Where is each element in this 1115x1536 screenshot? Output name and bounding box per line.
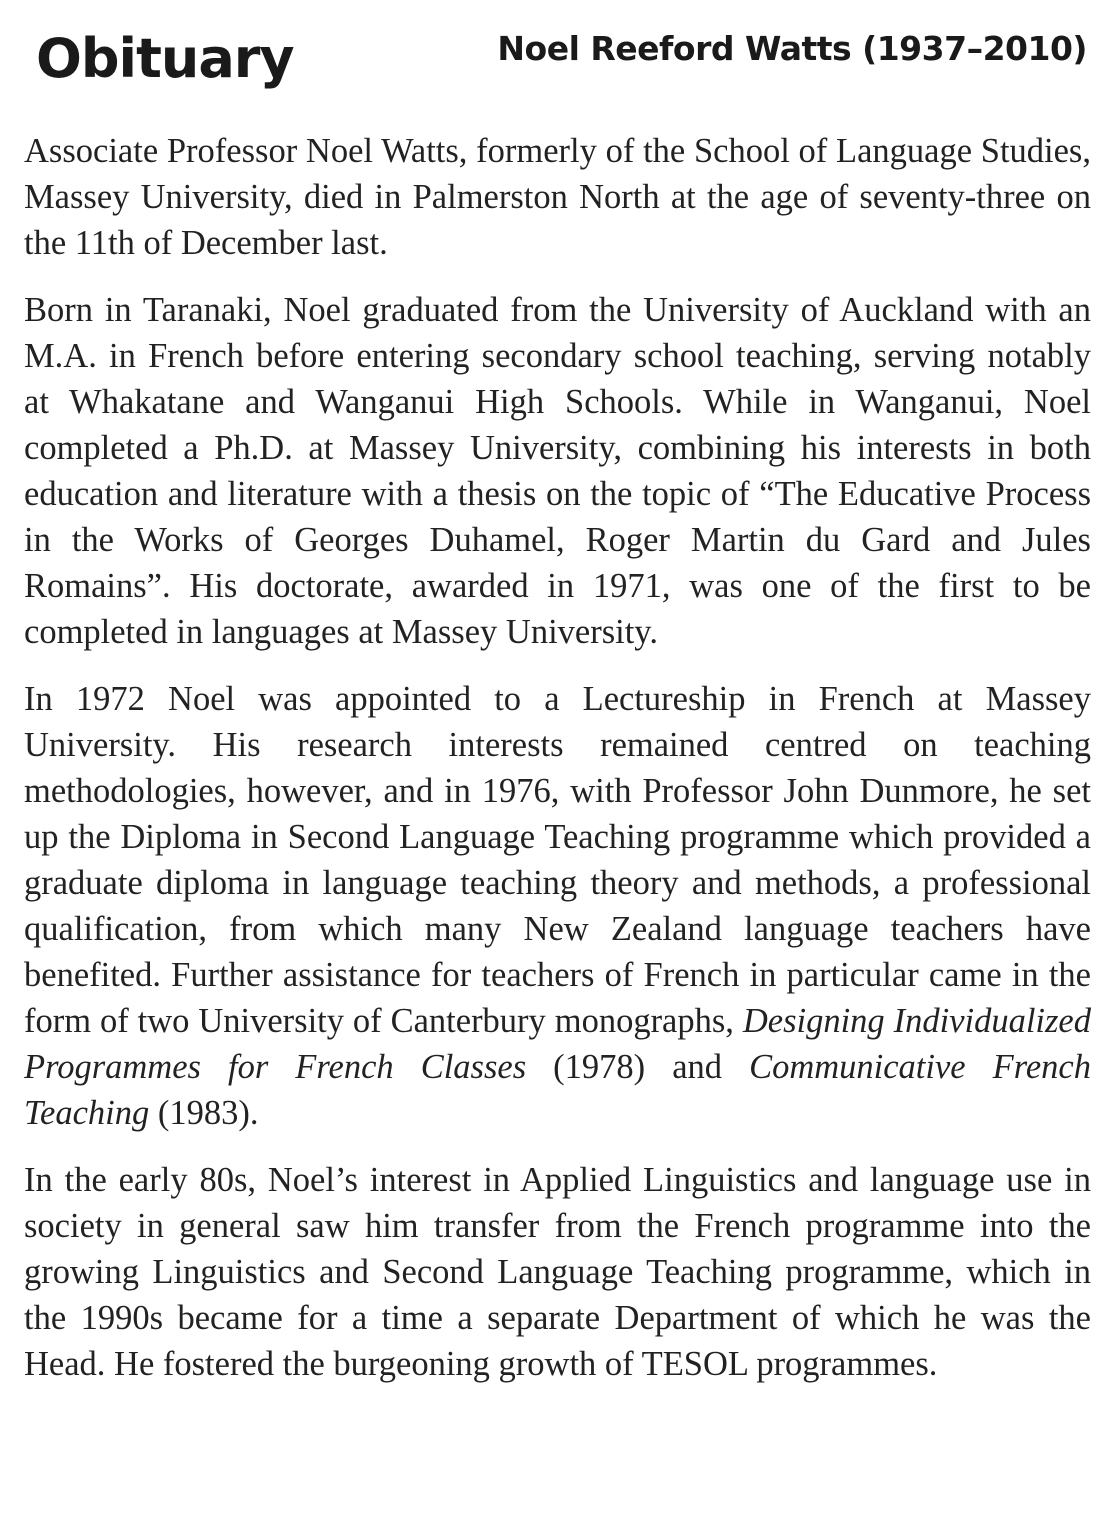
obituary-title: Noel Reeford Watts (1937–2010) xyxy=(497,29,1087,68)
page-header xyxy=(24,18,1091,128)
paragraph-text: (1983). xyxy=(149,1094,259,1132)
paragraph-massey-career xyxy=(24,676,1091,1136)
book-title-designing: Designing Individualized Programmes for French Classes xyxy=(24,1002,1091,1086)
paragraph-text: In 1972 Noel was appointed to a Lectureship in French at Massey University. His research interests remained centred on teaching methodologies, however, and in 1976, with Professor John Dunmore, he set up the Diploma in Second Language Teaching programme which provided a graduate diploma in language teaching theory and methods, a professional qualification, from which many New Zealand language teachers have benefited. Further assistance for teachers of French in particular came in the form of two University of Canterbury monographs, xyxy=(24,680,1091,1040)
paragraph-intro: Associate Professor Noel Watts, formerly of the School of Language Studies, Massey University, died in Palmerston North at the age of seventy-three on the 11th of December last. xyxy=(24,132,1091,262)
section-heading: Obituary xyxy=(36,27,294,90)
book-title-communicative: Communicative French Teaching xyxy=(24,1048,1091,1132)
article-body xyxy=(24,128,1091,1387)
paragraph-early-career: Born in Taranaki, Noel graduated from the University of Auckland with an M.A. in French before entering secondary school teaching, serving notably at Whakatane and Wanganui High Schools. While in Wanganui, Noel completed a Ph.D. at Massey University, combining his interests in both education and literature with a thesis on the topic of “The Educative Process in the Works of Georges Duhamel, Roger Martin du Gard and Jules Romains”. His doctorate, awarded in 1971, was one of the first to be completed in languages at Massey University. xyxy=(24,291,1091,651)
paragraph-linguistics: In the early 80s, Noel’s interest in Applied Linguistics and language use in society in general saw him transfer from the French programme into the growing Linguistics and Second Language Teaching programme, which in the 1990s became for a time a separate Department of which he was the Head. He fostered the burgeoning growth of TESOL programmes. xyxy=(24,1161,1091,1383)
paragraph-text: (1978) and xyxy=(526,1048,750,1086)
